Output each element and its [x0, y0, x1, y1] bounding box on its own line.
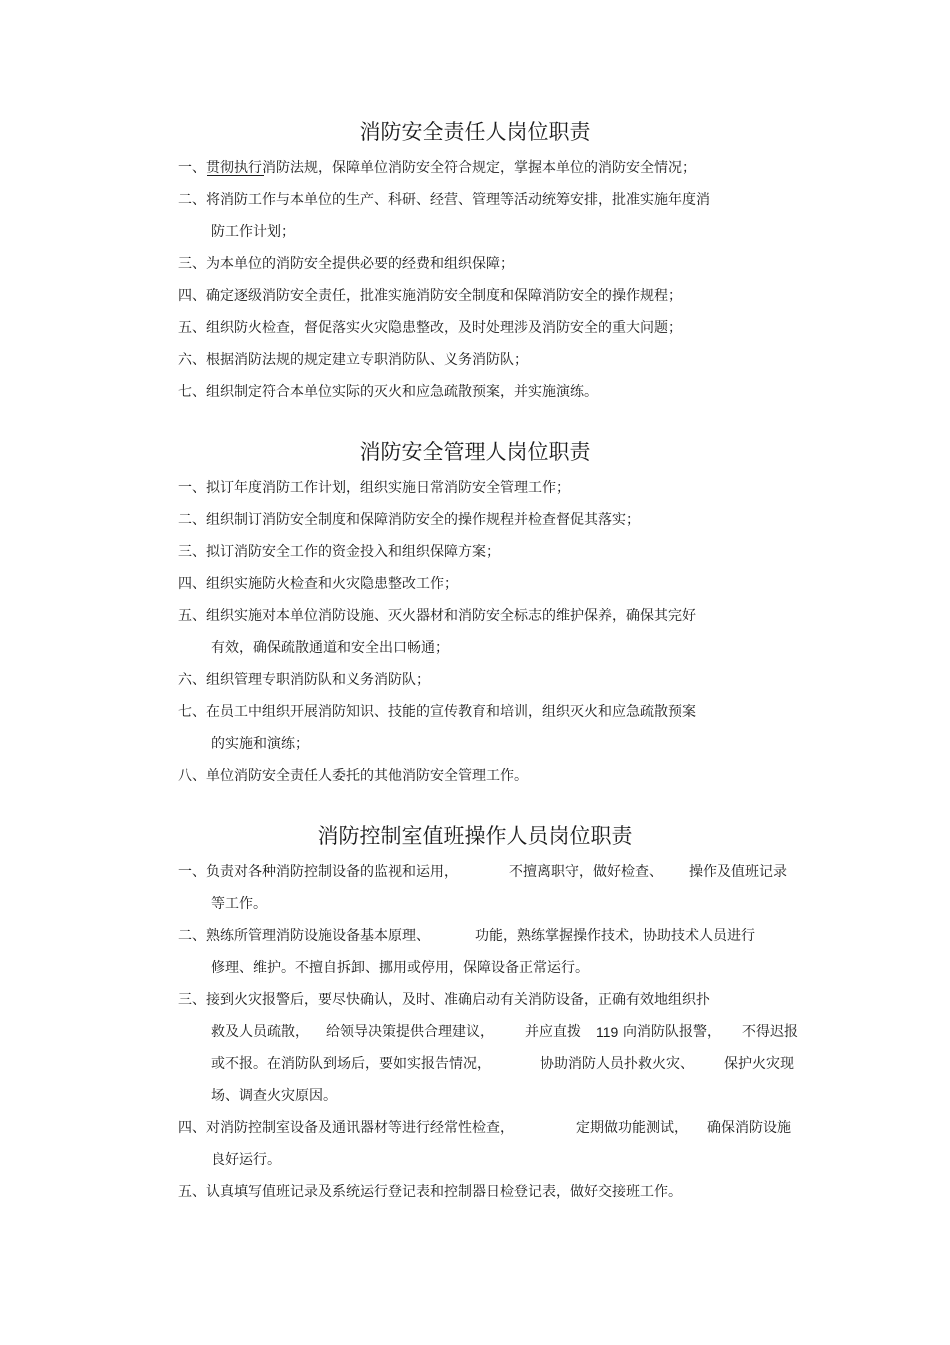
duty-item-continuation: 场、调查火灾原因。	[211, 1088, 337, 1104]
duty-text-part: 确保消防设施	[707, 1120, 791, 1136]
duty-item-continuation: 良好运行。	[211, 1152, 281, 1168]
duty-item: 三、为本单位的消防安全提供必要的经费和组织保障；	[178, 256, 514, 272]
duty-text-part: 保护火灾现	[724, 1056, 794, 1072]
duty-text-part: 给领导决策提供合理建议，	[326, 1024, 494, 1040]
duty-text-part: 救及人员疏散，	[211, 1024, 309, 1040]
duty-item	[178, 158, 696, 178]
duty-item: 七、在员工中组织开展消防知识、技能的宣传教育和培训，组织灭火和应急疏散预案	[178, 704, 696, 720]
duty-item-continuation: 防工作计划；	[211, 224, 295, 240]
duty-text-part: 功能，熟练掌握操作技术，协助技术人员进行	[475, 928, 755, 944]
duty-item: 七、组织制定符合本单位实际的灭火和应急疏散预案，并实施演练。	[178, 384, 598, 400]
duty-item-continuation: 有效，确保疏散通道和安全出口畅通；	[211, 640, 449, 656]
duty-item	[178, 862, 808, 882]
duty-item: 六、组织管理专职消防队和义务消防队；	[178, 672, 430, 688]
duty-item: 二、组织制订消防安全制度和保障消防安全的操作规程并检查督促其落实；	[178, 512, 640, 528]
duty-item	[178, 926, 808, 946]
duty-item-continuation: 等工作。	[211, 896, 267, 912]
duty-item: 八、单位消防安全责任人委托的其他消防安全管理工作。	[178, 768, 528, 784]
underline-mark	[207, 175, 264, 176]
duty-item-continuation	[211, 1054, 811, 1074]
duty-text-part: 不擅离职守，做好检查、	[509, 864, 663, 880]
section-title: 消防控制室值班操作人员岗位职责	[317, 824, 633, 848]
duty-item: 二、将消防工作与本单位的生产、科研、经营、管理等活动统筹安排，批准实施年度消	[178, 192, 710, 208]
duty-text-part: 并应直拨	[525, 1024, 581, 1040]
duty-text-part: 向消防队报警，	[623, 1024, 721, 1040]
duty-text-part: 定期做功能测试，	[576, 1120, 688, 1136]
duty-text-part: 一、负责对各种消防控制设备的监视和运用，	[178, 864, 458, 880]
duty-item: 三、接到火灾报警后，要尽快确认，及时、准确启动有关消防设备，正确有效地组织扑	[178, 992, 710, 1008]
duty-item: 五、组织防火检查，督促落实火灾隐患整改，及时处理涉及消防安全的重大问题；	[178, 320, 682, 336]
duty-item	[178, 1118, 808, 1138]
duty-item: 一、拟订年度消防工作计划，组织实施日常消防安全管理工作；	[178, 480, 570, 496]
duty-item: 四、确定逐级消防安全责任，批准实施消防安全制度和保障消防安全的操作规程；	[178, 288, 682, 304]
duty-item: 四、组织实施防火检查和火灾隐患整改工作；	[178, 576, 458, 592]
emergency-number: 119	[596, 1024, 619, 1040]
duty-item: 五、认真填写值班记录及系统运行登记表和控制器日检登记表，做好交接班工作。	[178, 1184, 682, 1200]
duty-item-continuation: 的实施和演练；	[211, 736, 309, 752]
duty-text-part: 二、熟练所管理消防设施设备基本原理、	[178, 928, 430, 944]
duty-item-continuation: 修理、维护。不擅自拆卸、挪用或停用，保障设备正常运行。	[211, 960, 589, 976]
duty-item: 三、拟订消防安全工作的资金投入和组织保障方案；	[178, 544, 500, 560]
duty-item: 六、根据消防法规的规定建立专职消防队、义务消防队；	[178, 352, 528, 368]
duty-text-part: 协助消防人员扑救火灾、	[540, 1056, 694, 1072]
duty-text-part: 或不报。在消防队到场后，要如实报告情况，	[211, 1056, 491, 1072]
section-title: 消防安全责任人岗位职责	[359, 120, 591, 144]
duty-text-part: 四、对消防控制室设备及通讯器材等进行经常性检查，	[178, 1120, 514, 1136]
duty-text-part: 不得迟报	[742, 1024, 798, 1040]
section-title: 消防安全管理人岗位职责	[359, 440, 591, 464]
duty-item-continuation	[211, 1022, 811, 1042]
duty-item: 五、组织实施对本单位消防设施、灭火器材和消防安全标志的维护保养，确保其完好	[178, 608, 696, 624]
duty-text: 一、贯彻执行消防法规，保障单位消防安全符合规定，掌握本单位的消防安全情况；	[178, 160, 696, 176]
duty-text-part: 操作及值班记录	[689, 864, 787, 880]
